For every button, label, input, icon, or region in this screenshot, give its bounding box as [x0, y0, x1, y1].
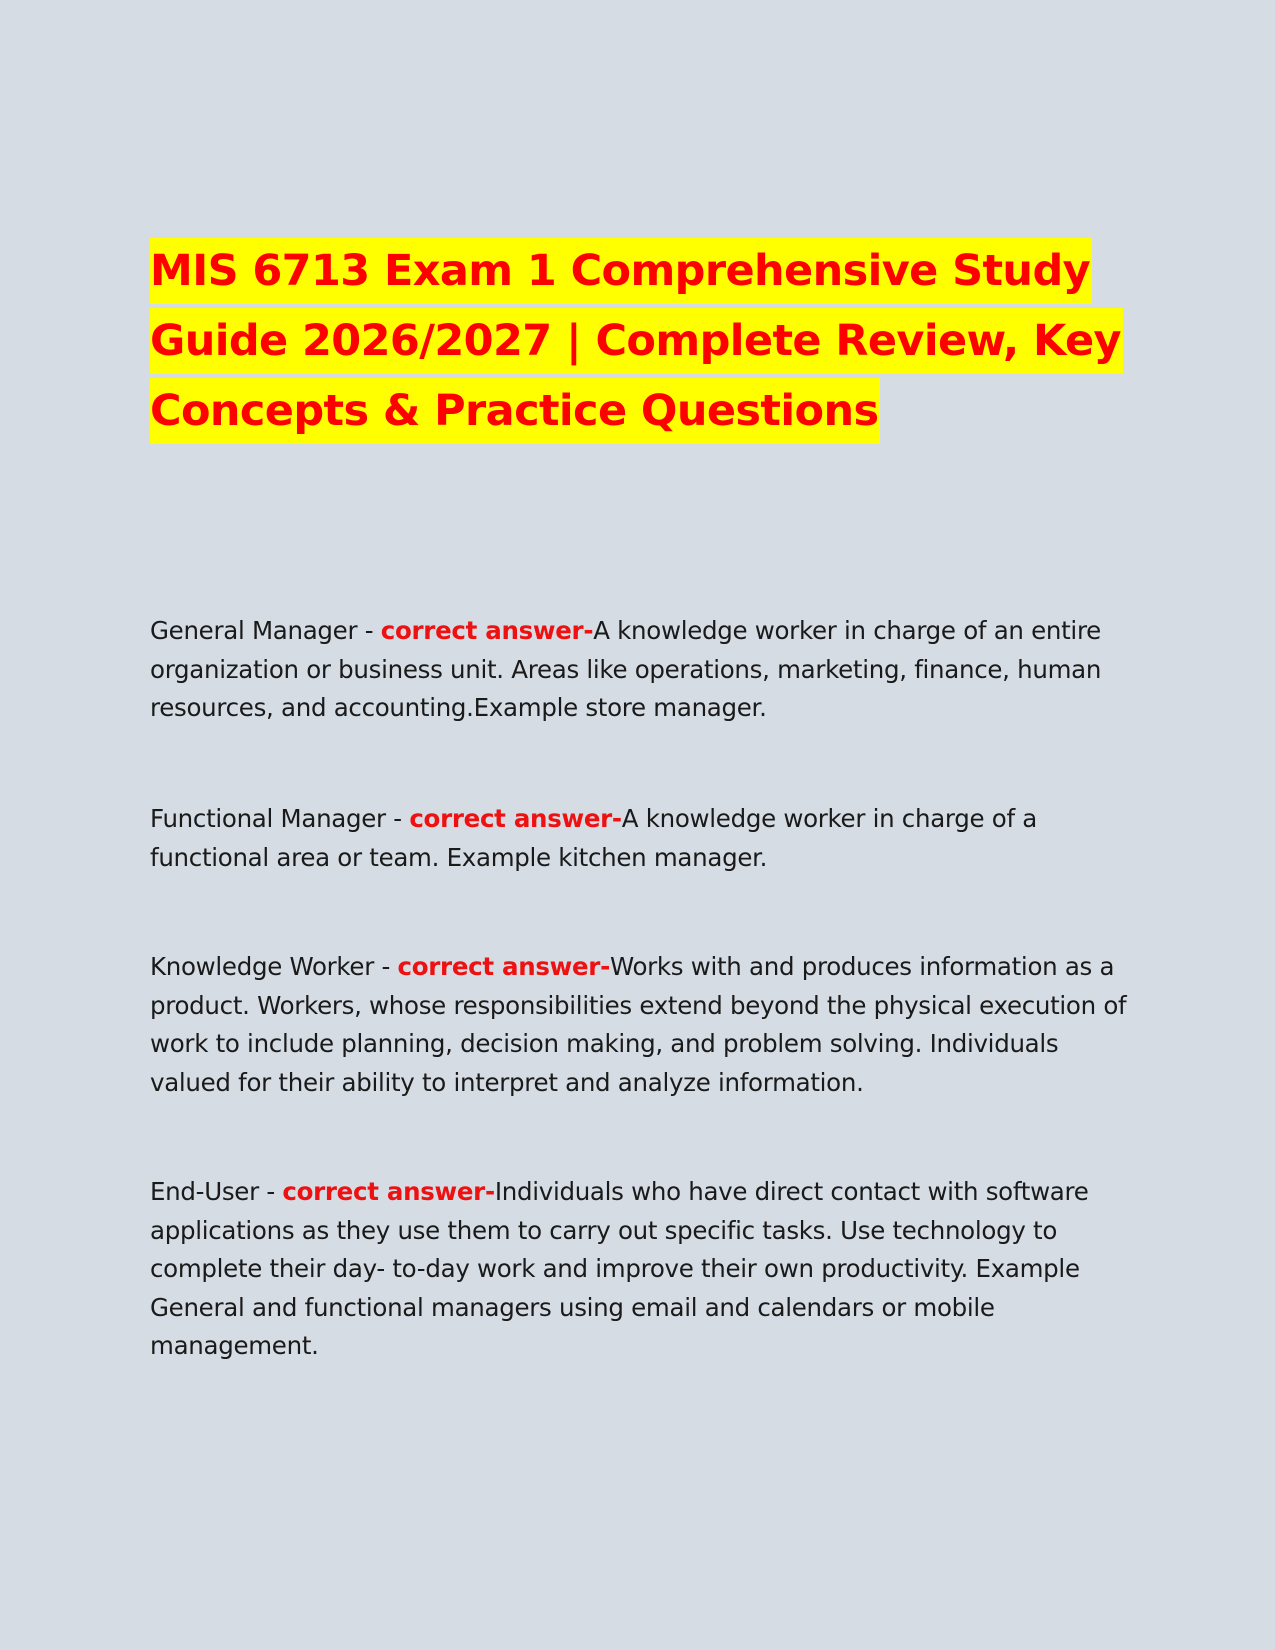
- entry-term: General Manager -: [150, 616, 381, 645]
- entry-line: complete their day- to-day work and improve their own productivity. Example: [150, 1254, 1080, 1283]
- entry-general-manager: [150, 612, 1130, 728]
- correct-answer-tag: correct answer-: [380, 616, 594, 645]
- entry-text: A knowledge worker in charge of a: [621, 804, 1037, 833]
- entry-line: work to include planning, decision making, and problem solving. Individuals: [150, 1029, 1059, 1058]
- title-line-3: Concepts & Practice Questions: [150, 378, 880, 444]
- entry-line: product. Workers, whose responsibilities extend beyond the physical execution of: [150, 990, 1127, 1020]
- entry-term: Knowledge Worker -: [150, 952, 398, 981]
- entry-term: Functional Manager -: [150, 804, 410, 833]
- entry-line: management.: [150, 1331, 319, 1360]
- entry-knowledge-worker: [150, 948, 1130, 1102]
- correct-answer-tag: correct answer-: [282, 1177, 495, 1206]
- entry-term: End-User -: [150, 1177, 283, 1206]
- title-line-2: Guide 2026/2027 | Complete Review, Key: [150, 308, 1123, 374]
- entry-line: [150, 948, 1130, 987]
- correct-answer-tag: correct answer-: [409, 804, 622, 833]
- correct-answer-tag: correct answer-: [397, 952, 610, 981]
- entry-text: Individuals who have direct contact with software: [494, 1177, 1089, 1206]
- entry-line: [150, 612, 1130, 651]
- entry-line: valued for their ability to interpret and analyze information.: [150, 1067, 864, 1097]
- entry-line: General and functional managers using email and calendars or mobile: [150, 1292, 995, 1322]
- entry-line: [150, 1173, 1130, 1212]
- entry-text: Works with and produces information as a: [609, 952, 1115, 981]
- document-title: [150, 238, 1130, 448]
- entry-line: applications as they use them to carry out specific tasks. Use technology to: [150, 1215, 1058, 1245]
- entry-text: A knowledge worker in charge of an entire: [593, 616, 1101, 645]
- entry-line: organization or business unit. Areas like operations, marketing, finance, human: [150, 654, 1102, 684]
- entry-functional-manager: [150, 800, 1130, 877]
- entry-end-user: [150, 1173, 1130, 1366]
- entry-line: functional area or team. Example kitchen manager.: [150, 842, 768, 872]
- title-line-1: MIS 6713 Exam 1 Comprehensive Study: [150, 238, 1092, 304]
- entry-line: resources, and accounting.Example store manager.: [150, 693, 767, 722]
- entry-line: [150, 800, 1130, 839]
